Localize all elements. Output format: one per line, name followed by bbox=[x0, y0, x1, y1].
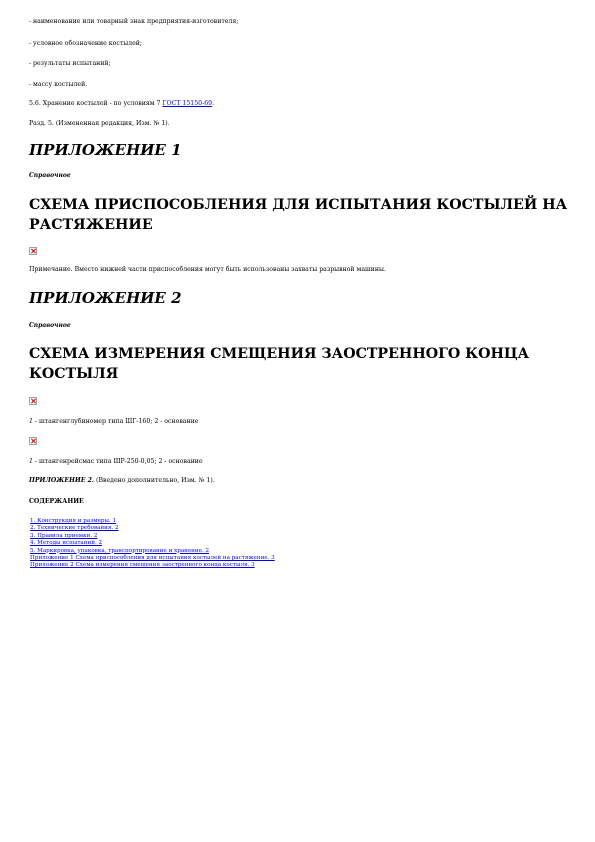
toc-link[interactable]: 2. Технические требования. 2 bbox=[30, 525, 119, 532]
list-item-results: - результаты испытаний; bbox=[29, 60, 111, 67]
revision-note: Разд. 5. (Измененная редакция, Изм. № 1). bbox=[29, 120, 170, 127]
toc-link[interactable]: Приложение 1 Схема приспособления для испытания костылей на растяжение. 3 bbox=[30, 555, 275, 562]
broken-image-icon bbox=[29, 437, 37, 445]
caption-text: - штангенрейсмас типа ШР-250-0,05; 2 - основание bbox=[32, 458, 203, 465]
table-of-contents bbox=[30, 518, 275, 570]
list-item-mass: - массу костылей. bbox=[29, 81, 88, 88]
appendix1-subheading: Справочное bbox=[29, 172, 71, 179]
toc-link[interactable]: Приложение 2 Схема измерения смещения заостренного конца костыля. 3 bbox=[30, 562, 255, 569]
caption-number: 1 bbox=[29, 418, 33, 425]
list-item-manufacturer: - наименование или товарный знак предприятия-изготовителя; bbox=[29, 18, 239, 25]
appendix1-title: СХЕМА ПРИСПОСОБЛЕНИЯ ДЛЯ ИСПЫТАНИЯ КОСТЫЛЕЙ НА РАСТЯЖЕНИЕ bbox=[29, 197, 568, 233]
appendix2-intro-note bbox=[29, 477, 215, 485]
caption-number: 1 bbox=[29, 458, 33, 465]
figure1-caption bbox=[29, 418, 198, 426]
storage-paragraph bbox=[29, 100, 214, 108]
appendix2-intro-text: (Введено дополнительно, Изм. № 1). bbox=[94, 477, 215, 484]
figure2-caption bbox=[29, 458, 203, 466]
toc-link[interactable]: 3. Правила приемки. 2 bbox=[30, 532, 98, 539]
gost-link[interactable]: ГОСТ 15150-69 bbox=[162, 100, 213, 107]
appendix2-title: СХЕМА ИЗМЕРЕНИЯ СМЕЩЕНИЯ ЗАОСТРЕННОГО КОНЦА КОСТЫЛЯ bbox=[29, 346, 530, 382]
toc-link[interactable]: 4. Методы испытаний. 2 bbox=[30, 540, 103, 547]
appendix2-subheading: Справочное bbox=[29, 322, 71, 329]
appendix2-heading: ПРИЛОЖЕНИЕ 2 bbox=[29, 289, 182, 307]
storage-text: 5.6. Хранение костылей - по условиям 7 bbox=[29, 100, 163, 107]
toc-heading: СОДЕРЖАНИЕ bbox=[29, 498, 84, 505]
appendix1-note: Примечание. Вместо нижней части приспособления могут быть использованы захваты разрывной машины. bbox=[29, 266, 386, 273]
appendix1-heading: ПРИЛОЖЕНИЕ 1 bbox=[29, 141, 182, 159]
broken-image-icon bbox=[29, 397, 37, 405]
caption-text: - штангенглубиномер типа ШГ-160; 2 - основание bbox=[32, 418, 199, 425]
toc-link[interactable]: 1. Конструкция и размеры. 1 bbox=[30, 518, 117, 524]
appendix2-intro-label: ПРИЛОЖЕНИЕ 2. bbox=[29, 477, 95, 484]
list-item-designation: - условное обозначение костылей; bbox=[29, 40, 142, 47]
broken-image-icon bbox=[29, 247, 37, 255]
storage-text-end: . bbox=[212, 100, 215, 107]
toc-link[interactable]: 5. Маркировка, упаковка, транспортирование и хранение. 2 bbox=[30, 547, 210, 554]
